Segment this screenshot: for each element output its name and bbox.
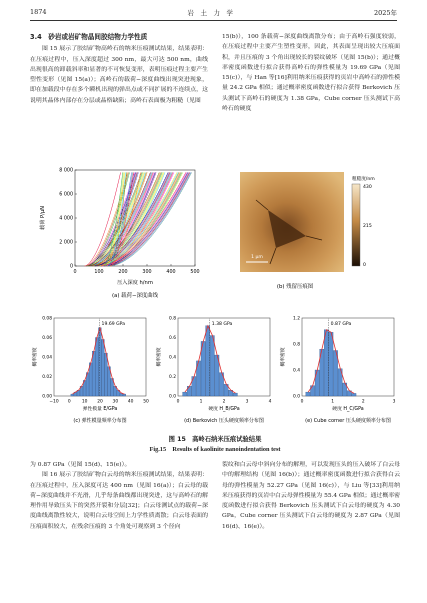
histogram-bar xyxy=(210,336,214,396)
paragraph: 裂纹和白云母中斜向分布的解理，可以发现压头的压入破坏了白云母中的解理结构（见图 16(b)）；通过概率密度函数进行拟合获得白云母的弹性模量为 52.27 GPa（见图 16(c)），与 Liu 等[33]利用纳米压痕获得的页岩中白云母弹性模量为 55.4 GPa 相似；通过概率密度函数进行拟合获得 Berkovich 压头测试下白云母的硬度为 4.30 GPa，Cube corner 压头测试下白云母的硬度为 2.87 GPa（见图 16(d)、16(e)）。 xyxy=(222,462,400,530)
colorbar-tick: 0 xyxy=(363,263,366,268)
bottom-right-column xyxy=(222,460,400,532)
right-column xyxy=(222,32,400,114)
x-axis-label: 硬度 H_C/GPa xyxy=(332,407,364,412)
panel-a-load-depth-chart xyxy=(38,168,200,299)
y-tick-label: 0.04 xyxy=(42,355,52,361)
x-tick-label: 10 xyxy=(81,399,88,405)
y-tick-label: 0.4 xyxy=(293,368,300,374)
histogram-bar xyxy=(310,386,314,396)
y-axis-label: 概率密度 xyxy=(157,347,162,367)
x-tick-label: 400 xyxy=(166,270,176,275)
y-tick-label: 0.8 xyxy=(293,342,300,348)
x-tick-label: −10 xyxy=(49,399,59,405)
colorbar xyxy=(352,184,360,266)
x-tick-label: 1 xyxy=(199,399,203,405)
x-tick-label: 500 xyxy=(190,270,200,275)
panel-e-cubecorner-histogram xyxy=(279,316,396,425)
x-tick-label: 30 xyxy=(112,399,119,405)
colorbar-tick: 430 xyxy=(363,185,372,190)
histogram-bar xyxy=(306,392,310,396)
panel-d-berkovich-histogram xyxy=(155,316,272,425)
scale-bar-label: 1 μm xyxy=(251,255,263,260)
y-tick-label: 1.2 xyxy=(293,316,300,322)
y-tick-label: 0.0 xyxy=(293,394,300,400)
x-tick-label: 1 xyxy=(331,399,335,405)
x-tick-label: 300 xyxy=(142,270,152,275)
histogram-bar xyxy=(183,392,187,396)
y-axis-label: 概率密度 xyxy=(281,347,286,367)
figure-caption-en: Fig.15 Results of kaolinite nanoindentation test xyxy=(149,446,281,453)
x-tick-label: 200 xyxy=(118,270,128,275)
colorbar-tick: 215 xyxy=(363,224,372,229)
colorbar-title: 粗糙度/nm xyxy=(352,177,375,182)
histogram-bar xyxy=(105,353,108,396)
histogram-bar xyxy=(187,386,191,396)
y-tick-label: 0.06 xyxy=(42,336,52,341)
paragraph: 图 16 展示了胶结矿物白云母的纳米压痕测试结果，结果表明：在压痕过程中，压入深度可达 400 nm（见图 16(a)）；白云母的载荷−深度曲线并不光滑，几乎每条曲线都出现突进，这与高岭石的解理作用导致压头下的突然开裂和分层[32]；白云母测试点的载荷−深度曲线离散性较大，说明白云母空间上力学性质离散；白云母表面的压痕面积较大，在残余压痕的 3 个角处可观察到 3 个径向 xyxy=(30,472,208,530)
histogram-bar xyxy=(98,328,101,396)
histogram-bar xyxy=(233,393,237,396)
histogram-bar xyxy=(102,339,105,396)
x-tick-label: 40 xyxy=(127,399,134,405)
peak-label: 1.38 GPa xyxy=(211,322,233,327)
panel-a-caption: (a) 载荷−深度曲线 xyxy=(111,293,159,299)
x-tick-label: 4 xyxy=(268,399,272,405)
paragraph: 为 0.87 GPa（见图 15(d)、15(e)）。 xyxy=(30,462,131,468)
x-tick-label: 0 xyxy=(300,399,304,405)
y-tick-label: 0.2 xyxy=(169,375,176,380)
histogram-bar xyxy=(95,338,98,397)
x-tick-label: 3 xyxy=(245,399,249,405)
histogram-bar xyxy=(315,370,319,396)
load-depth-curve xyxy=(107,172,131,266)
y-tick-label: 0.00 xyxy=(42,394,52,400)
y-tick-label: 0 xyxy=(69,264,73,270)
x-tick-label: 100 xyxy=(94,270,104,275)
panel-caption: (c) 弹性模量频率分布图 xyxy=(73,418,127,424)
y-tick-label: 0.02 xyxy=(42,375,52,380)
page-header xyxy=(30,6,397,21)
page-number: 1874 xyxy=(30,8,47,16)
peak-label: 19.69 GPa xyxy=(101,322,126,327)
x-axis-label: 弹性模量 E/GPa xyxy=(82,407,118,412)
histogram-bar xyxy=(71,394,74,396)
x-tick-label: 20 xyxy=(97,399,103,405)
histogram-bar xyxy=(92,351,95,396)
x-tick-label: 0 xyxy=(67,399,71,405)
figure-15 xyxy=(30,166,400,466)
x-tick-label: 0 xyxy=(73,270,77,275)
y-tick-label: 0.6 xyxy=(169,336,176,341)
y-tick-label: 8 000 xyxy=(59,168,73,174)
histogram-bar xyxy=(329,332,333,396)
y-tick-label: 2 000 xyxy=(59,240,73,246)
x-tick-label: 2 xyxy=(222,399,226,405)
histogram-bar xyxy=(206,326,210,396)
section-title: 3.4 砂岩或岩矿物晶间胶结物力学性质 xyxy=(30,33,148,41)
x-axis-label: 硬度 H_B/GPa xyxy=(208,407,240,412)
y-tick-label: 0.8 xyxy=(169,316,176,322)
year: 2025年 xyxy=(373,8,397,17)
histogram-bar xyxy=(324,330,328,396)
y-tick-label: 0.08 xyxy=(42,316,52,322)
panel-caption: (d) Berkovich 压头硬度频率分布图 xyxy=(184,418,264,424)
panel-b-caption: (b) 残留压痕图 xyxy=(276,284,314,290)
x-tick-label: 50 xyxy=(143,399,149,405)
x-tick-label: 0 xyxy=(176,399,180,405)
y-tick-label: 6 000 xyxy=(59,192,73,198)
panel-b-indent-image xyxy=(240,172,375,290)
y-tick-label: 0.4 xyxy=(169,355,176,361)
y-tick-label: 0.0 xyxy=(169,394,176,400)
bottom-left-column xyxy=(30,460,208,532)
left-column xyxy=(30,32,208,106)
panel-a-ylabel: 载荷 P/μN xyxy=(40,205,46,231)
figure-caption-cn: 图 15 高岭石纳米压痕试验结果 xyxy=(168,436,262,443)
histogram-bar xyxy=(89,363,92,396)
paragraph: 图 15 展示了胶结矿物高岭石的纳米压痕测试结果，结果表明：在压痕过程中，压入深度超过 300 nm，最大可达 500 nm，曲线出现很高的卸载斜率和显著的不可恢复变形，表明压痕过程主要产生塑性变形（见图 15(a)）；高岭石的载荷−深度曲线出现突进现象，即在加载段中存在多个瞬机出现的弹出点或不同扩展的不连续点，这说明其晶体内部存在分层或晶格缺陷；高岭石表面极为粗糙（见图 xyxy=(30,46,208,104)
y-axis-label: 概率密度 xyxy=(33,347,38,367)
paragraph: 15(b)），100 条载荷−深度曲线离散分布；由于高岭石强度较弱，在压痕过程中主要产生塑性变形，因此，其表面呈现出较大压痕面积，并且压痕的 3 个角出现较长的裂纹破坏（见图 15(b)）；通过概率密度函数进行拟合获得高岭石的弹性模量为 19.69 GPa（见图 15(c)），与 Han 等[16]利用纳米压痕获得的页岩中高岭石的弹性模量 24.2 GPa 相似；通过概率密度函数进行拟合获得 Berkovich 压头测试下高岭石的硬度为 1.38 GPa，Cube corner 压头测试下高岭石的硬度 xyxy=(222,34,400,113)
x-tick-label: 3 xyxy=(392,399,396,405)
peak-label: 0.87 GPa xyxy=(330,322,352,327)
journal-name: 岩 土 力 学 xyxy=(187,8,233,17)
panel-a-xlabel: 压入深度 h/nm xyxy=(117,280,153,286)
y-tick-label: 4 000 xyxy=(59,216,73,222)
panel-caption: (e) Cube corner 压头硬度频率分布图 xyxy=(305,418,391,424)
panel-c-modulus-histogram xyxy=(31,316,149,425)
x-tick-label: 2 xyxy=(361,399,365,405)
histogram-bar xyxy=(352,393,356,396)
